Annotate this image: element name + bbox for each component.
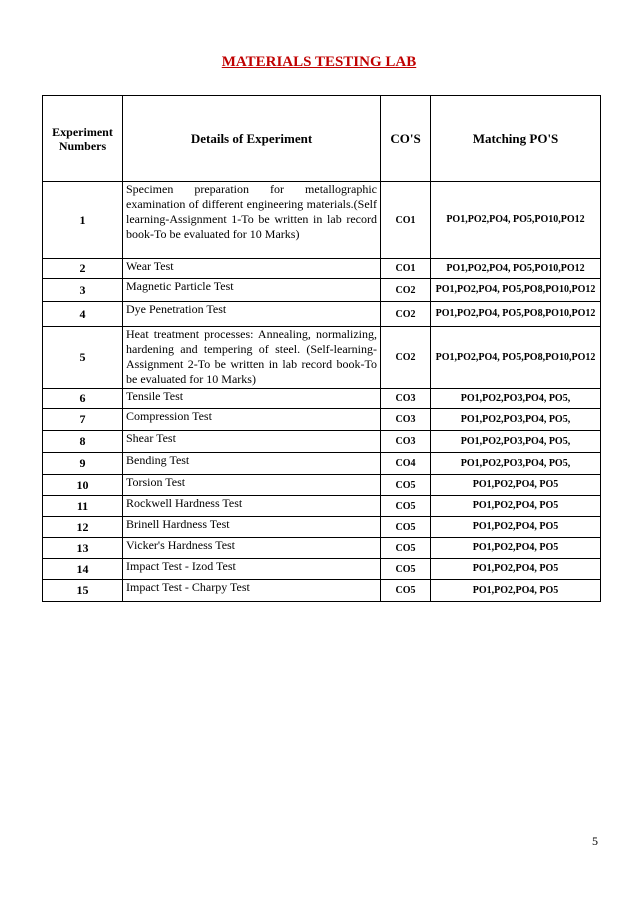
experiment-number: 11 <box>43 496 123 517</box>
matching-pos: PO1,PO2,PO4, PO5 <box>431 496 601 517</box>
course-outcome: CO3 <box>381 389 431 409</box>
course-outcome: CO5 <box>381 475 431 496</box>
table-row <box>43 496 601 517</box>
experiment-number: 4 <box>43 302 123 327</box>
experiment-number: 12 <box>43 517 123 538</box>
matching-pos: PO1,PO2,PO4, PO5,PO8,PO10,PO12 <box>431 279 601 302</box>
header-matching-pos: Matching PO'S <box>431 96 601 182</box>
course-outcome: CO5 <box>381 538 431 559</box>
header-experiment-numbers: Experiment Numbers <box>43 96 123 182</box>
matching-pos: PO1,PO2,PO3,PO4, PO5, <box>431 409 601 431</box>
course-outcome: CO2 <box>381 327 431 389</box>
table-header-row <box>43 96 601 182</box>
page-title <box>0 54 638 71</box>
experiment-details: Impact Test - Charpy Test <box>123 580 381 602</box>
table-row <box>43 475 601 496</box>
table-row <box>43 279 601 302</box>
experiment-details: Tensile Test <box>123 389 381 409</box>
experiment-details: Specimen preparation for metallographic examination of different engineering materials.(Self learning-Assignment 1-To be written in lab record book-To be evaluated for 10 Marks) <box>123 182 381 259</box>
matching-pos: PO1,PO2,PO4, PO5 <box>431 559 601 580</box>
experiments-table <box>42 95 601 602</box>
course-outcome: CO5 <box>381 517 431 538</box>
table-row <box>43 580 601 602</box>
table-row <box>43 182 601 259</box>
table-row <box>43 327 601 389</box>
matching-pos: PO1,PO2,PO4, PO5 <box>431 475 601 496</box>
table-row <box>43 302 601 327</box>
experiment-number: 9 <box>43 453 123 475</box>
matching-pos: PO1,PO2,PO4, PO5 <box>431 538 601 559</box>
page-title-text: MATERIALS TESTING LAB <box>221 54 417 70</box>
experiment-details: Magnetic Particle Test <box>123 279 381 302</box>
matching-pos: PO1,PO2,PO4, PO5,PO8,PO10,PO12 <box>431 302 601 327</box>
matching-pos: PO1,PO2,PO4, PO5 <box>431 517 601 538</box>
experiment-details: Compression Test <box>123 409 381 431</box>
course-outcome: CO2 <box>381 302 431 327</box>
course-outcome: CO1 <box>381 259 431 279</box>
experiment-number: 2 <box>43 259 123 279</box>
experiment-details: Dye Penetration Test <box>123 302 381 327</box>
experiment-number: 13 <box>43 538 123 559</box>
experiment-number: 7 <box>43 409 123 431</box>
course-outcome: CO5 <box>381 580 431 602</box>
matching-pos: PO1,PO2,PO3,PO4, PO5, <box>431 453 601 475</box>
course-outcome: CO2 <box>381 279 431 302</box>
experiment-details: Heat treatment processes: Annealing, normalizing, hardening and tempering of steel. (Self-learning-Assignment 2-To be written in lab record book-To be evaluated for 10 Marks) <box>123 327 381 389</box>
table-row <box>43 389 601 409</box>
experiment-number: 10 <box>43 475 123 496</box>
table-row <box>43 259 601 279</box>
table-row <box>43 517 601 538</box>
matching-pos: PO1,PO2,PO4, PO5,PO8,PO10,PO12 <box>431 327 601 389</box>
course-outcome: CO4 <box>381 453 431 475</box>
experiment-number: 6 <box>43 389 123 409</box>
matching-pos: PO1,PO2,PO3,PO4, PO5, <box>431 389 601 409</box>
experiment-details: Vicker's Hardness Test <box>123 538 381 559</box>
table-row <box>43 559 601 580</box>
matching-pos: PO1,PO2,PO4, PO5,PO10,PO12 <box>431 182 601 259</box>
matching-pos: PO1,PO2,PO4, PO5 <box>431 580 601 602</box>
experiment-number: 5 <box>43 327 123 389</box>
header-details: Details of Experiment <box>123 96 381 182</box>
experiment-details: Shear Test <box>123 431 381 453</box>
experiment-number: 14 <box>43 559 123 580</box>
experiment-number: 3 <box>43 279 123 302</box>
header-cos: CO'S <box>381 96 431 182</box>
matching-pos: PO1,PO2,PO3,PO4, PO5, <box>431 431 601 453</box>
experiment-number: 15 <box>43 580 123 602</box>
course-outcome: CO5 <box>381 496 431 517</box>
course-outcome: CO1 <box>381 182 431 259</box>
experiment-details: Impact Test - Izod Test <box>123 559 381 580</box>
course-outcome: CO3 <box>381 431 431 453</box>
matching-pos: PO1,PO2,PO4, PO5,PO10,PO12 <box>431 259 601 279</box>
experiment-details: Wear Test <box>123 259 381 279</box>
experiment-details: Brinell Hardness Test <box>123 517 381 538</box>
table-row <box>43 431 601 453</box>
table-row <box>43 409 601 431</box>
course-outcome: CO5 <box>381 559 431 580</box>
experiment-details: Torsion Test <box>123 475 381 496</box>
experiment-number: 8 <box>43 431 123 453</box>
table-row <box>43 453 601 475</box>
course-outcome: CO3 <box>381 409 431 431</box>
page-number: 5 <box>592 834 598 848</box>
experiment-details: Bending Test <box>123 453 381 475</box>
experiment-details: Rockwell Hardness Test <box>123 496 381 517</box>
experiment-number: 1 <box>43 182 123 259</box>
table-row <box>43 538 601 559</box>
